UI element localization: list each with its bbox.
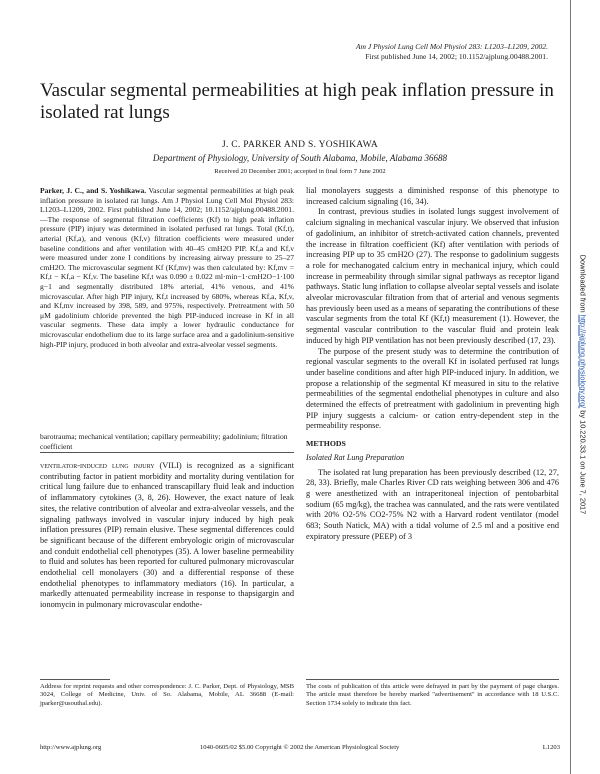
- abstract-text: Vascular segmental permeabilities at high peak inflation pressure in isolated rat lungs. Am J Physiol Lung Cell Mol Physiol 283: L1203–L1209, 2002. First published June 14, 2002; 10.1152/ajplung.00488.2001.—The response of segmental filtration coefficients (Kf) to high peak inflation pressure (PIP) injury was determined in isolated perfused rat lungs. Total (Kf,t), arterial (Kf,a), and venous (Kf,v) filtration coefficients were measured under baseline conditions and after ventilation with 40–45 cmH2O PIP. Kf,a and Kf,v were measured under zone I conditions by increasing airway pressure to 25–27 cmH2O. The microvascular segment Kf (Kf,mv) was then calculated by: Kf,mv = Kf,t − Kf,a − Kf,v. The baseline Kf,t was 0.090 ± 0.022 ml·min−1·cmH2O−1·100 g−1 and segmentally distributed 18% arterial, 41% venous, and 41% microvascular. After high PIP injury, Kf,t increased by 680%, whereas Kf,a, Kf,v, and Kf,mv increased by 398, 589, and 975%, respectively. Pretreatment with 50 μM gadolinium chloride prevented the high PIP-induced increase in Kf in all vascular segments. These data imply a lower hydraulic conductance for microvascular endothelium due to its large surface area and a gadolinium-sensitive high-PIP injury, produced in both alveolar and extra-alveolar vessel segments.: [40, 186, 295, 349]
- right-column: [306, 186, 559, 543]
- download-notice: [579, 65, 588, 705]
- intro-text: (VILI) is recognized as a significant contributing factor in patient morbidity and mortality during ventilation for critical lung failure due to enhanced transcapillary fluid leak and induction of inflammatory cytokines (3, 8, 26). However, the exact nature of leak sites, the relative contribution of alveolar and extra-alveolar vessels, and the signaling pathways involved in vascular injury induced by high peak inflation pressures (PIP) remain elusive. These segmental differences could be significant because of the different embryologic origin of microvascular and conduit endothelial cell phenotypes (35). A lower baseline permeability to fluid and solutes has been reported for cultured pulmonary microvascular endothelial cell monolayers (30) and a differential response of these endothelial phenotypes to inflammatory mediators (16). In particular, a markedly attenuated permeability increase in response to thapsigargin and ionomycin in pulmonary microvascular endothe-: [40, 461, 294, 610]
- correspondence-footnote: Address for reprint requests and other correspondence: J. C. Parker, Dept. of Physiology, MSB 3024, College of Medicine, Univ. of So. Alabama, Mobile, AL 36688 (E-mail: jparker@usouthal.edu).: [40, 683, 294, 707]
- paragraph: The purpose of the present study was to determine the contribution of regional vascular segments to the overall Kf in isolated perfused rat lungs under baseline conditions and after high PIP-induced injury. In addition, we propose a relationship of the segmental Kf measured in situ to the relative permeabilities of the segmental endothelial phenotypes in culture and also determined the effects of pretreatment with gadolinium in preventing high PIP injury suggests a calcium- or cation entry-dependent step in the permeability response.: [306, 346, 559, 431]
- section-divider: [40, 452, 294, 453]
- intro-lead: ventilator-induced lung injury: [40, 461, 155, 470]
- footnote-rule-right: [306, 679, 559, 680]
- running-header: [356, 42, 548, 62]
- paragraph: lial monolayers suggests a diminished response of this phenotype to increased calcium signaling (16, 34).: [306, 186, 559, 206]
- copyright-line: 1040-0605/02 $5.00 Copyright © 2002 the American Physiological Society: [200, 744, 400, 751]
- received-dates: Received 20 December 2001; accepted in final form 7 June 2002: [214, 168, 386, 175]
- download-sidebar: [568, 0, 598, 774]
- paragraph: The isolated rat lung preparation has been previously described (12, 27, 28, 33). Briefly, male Charles River CD rats weighing between 306 and 476 g were anesthetized with an intraperitoneal injection of pentobarbital sodium (65 mg/kg), the trachea was cannulated, and the rats were ventilated with 20% O2-5% CO2-75% N2 with a Harvard rodent ventilator (model 683; South Natick, MA) with a tidal volume of 2.5 ml and a positive end expiratory pressure (PEEP) of 3: [306, 467, 559, 541]
- abstract: [40, 186, 294, 349]
- footnote-rule-left: [40, 679, 110, 680]
- introduction-left-column: [40, 461, 294, 611]
- affiliation: Department of Physiology, University of South Alabama, Mobile, Alabama 36688: [152, 153, 448, 163]
- sidebar-rule: [570, 0, 571, 774]
- page-charges-footnote: The costs of publication of this article were defrayed in part by the payment of page charges. The article must therefore be hereby marked "advertisement" in accordance with 18 U.S.C. Section 1734 solely to indicate this fact.: [306, 683, 559, 707]
- download-prefix: Downloaded from: [578, 254, 588, 315]
- authors: J. C. PARKER AND S. YOSHIKAWA: [221, 140, 379, 150]
- download-suffix: by 10.220.33.1 on June 7, 2017: [578, 408, 588, 515]
- keywords: barotrauma; mechanical ventilation; capillary permeability; gadolinium; filtration coefficient: [40, 432, 288, 451]
- methods-subheading: Isolated Rat Lung Preparation: [306, 452, 405, 462]
- abstract-citation-lead: Parker, J. C., and S. Yoshikawa.: [40, 186, 147, 195]
- publication-line: First published June 14, 2002; 10.1152/ajplung.00488.2001.: [365, 52, 548, 61]
- methods-heading: METHODS: [306, 439, 346, 449]
- page-number: L1203: [542, 744, 560, 751]
- download-link[interactable]: http://ajplung.physiology.org/: [578, 314, 588, 409]
- article-title: Vascular segmental permeabilities at high peak inflation pressure in isolated rat lungs: [40, 80, 554, 123]
- paragraph: In contrast, previous studies in isolated lungs suggest involvement of calcium signaling in mechanical vascular injury. We observed that infusion of gadolinium, an inhibitor of stretch-activated cation channels, prevented the increase in filtration coefficient (Kf) after ventilation with periods of increasing PIP up to 35 cmH2O (27). The response to gadolinium suggests a role for mechanogated calcium entry in mechanical injury, which could increase in permeability through similar signal pathways as receptor ligand pathways. Static lung inflation to collapse alveolar septal vessels and isolate alveolar microvascular filtration from that of arterial and venous segments has previously been used as a means of separating the contributions of these vascular segments from the total Kf (Kf,t) measurement (1). However, the segmental vascular contribution to the vascular fluid and protein leak induced by high PIP ventilation has not been previously described (17, 23).: [306, 207, 559, 345]
- journal-citation: Am J Physiol Lung Cell Mol Physiol 283: L1203–L1209, 2002.: [355, 42, 548, 51]
- journal-url[interactable]: http://www.ajplung.org: [40, 744, 102, 751]
